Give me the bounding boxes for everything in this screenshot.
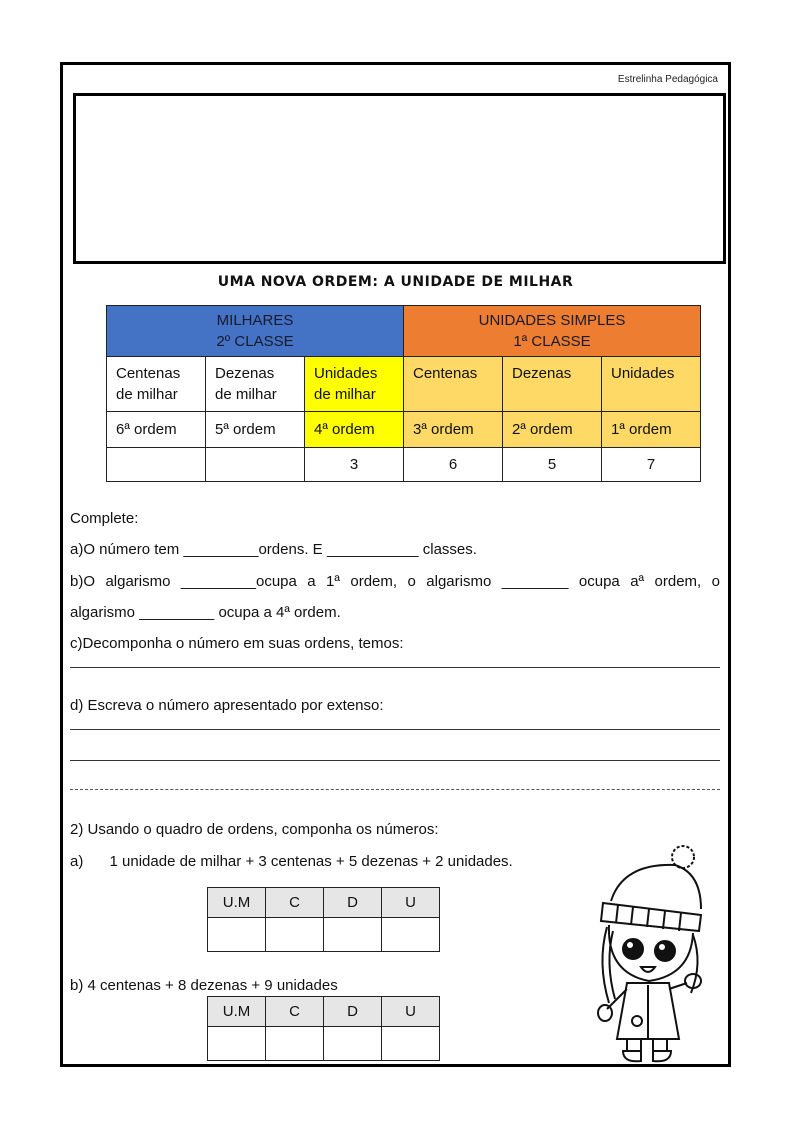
question-b-line1: b)O algarismo _________ocupa a 1ª ordem, o algarismo ________ ocupa aª ordem, o xyxy=(70,573,720,590)
answer-cell-c[interactable] xyxy=(266,1027,324,1061)
order-name: Dezenas xyxy=(512,365,572,382)
header-c: C xyxy=(266,888,324,918)
header-d: D xyxy=(324,997,382,1027)
header-u: U xyxy=(382,997,440,1027)
worksheet-title: UMA NOVA ORDEM: A UNIDADE DE MILHAR xyxy=(217,274,574,290)
order-number-cell: 1ª ordem xyxy=(602,412,701,448)
order-name-cell xyxy=(107,357,206,412)
order-name-cell xyxy=(503,357,602,412)
order-number-cell: 2ª ordem xyxy=(503,412,602,448)
class-name: UNIDADES SIMPLES xyxy=(478,312,626,329)
answer-line-d3[interactable] xyxy=(70,789,720,790)
digit-cell: 6 xyxy=(404,448,503,482)
class-number: 2º CLASSE xyxy=(216,333,294,350)
order-name-cell xyxy=(305,357,404,412)
class-header-milhares xyxy=(107,306,404,357)
order-name: Unidades xyxy=(611,365,675,382)
answer-cell-um[interactable] xyxy=(208,1027,266,1061)
exercise2-instruction: 2) Usando o quadro de ordens, componha os números: xyxy=(70,821,439,838)
question-a: a)O número tem _________ordens. E ___________ classes. xyxy=(70,541,477,558)
item-a-text: 1 unidade de milhar + 3 centenas + 5 dezenas + 2 unidades. xyxy=(109,853,513,870)
question-b-line2: algarismo _________ ocupa a 4ª ordem. xyxy=(70,604,341,621)
answer-cell-c[interactable] xyxy=(266,918,324,952)
digit-cell: 5 xyxy=(503,448,602,482)
order-number-cell: 5ª ordem xyxy=(206,412,305,448)
brand-label: Estrelinha Pedagógica xyxy=(617,74,718,85)
digit-cell: 3 xyxy=(305,448,404,482)
header-d: D xyxy=(324,888,382,918)
winter-girl-illustration-icon xyxy=(583,843,723,1065)
digit-cell: 7 xyxy=(602,448,701,482)
order-name-sub: de milhar xyxy=(215,386,277,403)
order-name: Dezenas xyxy=(215,365,275,382)
order-name: Centenas xyxy=(116,365,181,382)
order-name-sub: de milhar xyxy=(116,386,178,403)
answer-line-d1[interactable] xyxy=(70,729,720,730)
class-number: 1ª CLASSE xyxy=(513,333,591,350)
order-name-cell xyxy=(602,357,701,412)
header-um: U.M xyxy=(208,997,266,1027)
class-name: MILHARES xyxy=(216,312,294,329)
answer-cell-u[interactable] xyxy=(382,1027,440,1061)
class-header-unidades-simples xyxy=(404,306,701,357)
order-name-cell xyxy=(206,357,305,412)
header-um: U.M xyxy=(208,888,266,918)
compose-table-b xyxy=(207,996,440,1061)
compose-table-a xyxy=(207,887,440,952)
complete-instruction: Complete: xyxy=(70,510,139,527)
question-d: d) Escreva o número apresentado por extenso: xyxy=(70,697,384,714)
answer-cell-um[interactable] xyxy=(208,918,266,952)
answer-line-d2[interactable] xyxy=(70,760,720,761)
question-c: c)Decomponha o número em suas ordens, temos: xyxy=(70,635,404,652)
order-name: Centenas xyxy=(413,365,478,382)
order-name: Unidades xyxy=(314,365,378,382)
order-number-cell: 6ª ordem xyxy=(107,412,206,448)
header-u: U xyxy=(382,888,440,918)
order-name-sub: de milhar xyxy=(314,386,376,403)
order-name-cell xyxy=(404,357,503,412)
orders-table xyxy=(106,305,701,482)
digit-cell xyxy=(206,448,305,482)
answer-cell-d[interactable] xyxy=(324,1027,382,1061)
order-number-cell: 3ª ordem xyxy=(404,412,503,448)
item-a-label: a) xyxy=(70,853,84,870)
worksheet-page xyxy=(60,62,731,1067)
answer-line-c[interactable] xyxy=(70,667,720,668)
header-blank-box xyxy=(73,93,726,264)
header-c: C xyxy=(266,997,324,1027)
answer-cell-d[interactable] xyxy=(324,918,382,952)
digit-cell xyxy=(107,448,206,482)
order-number-cell: 4ª ordem xyxy=(305,412,404,448)
answer-cell-u[interactable] xyxy=(382,918,440,952)
exercise2-item-b: b) 4 centenas + 8 dezenas + 9 unidades xyxy=(70,977,338,994)
